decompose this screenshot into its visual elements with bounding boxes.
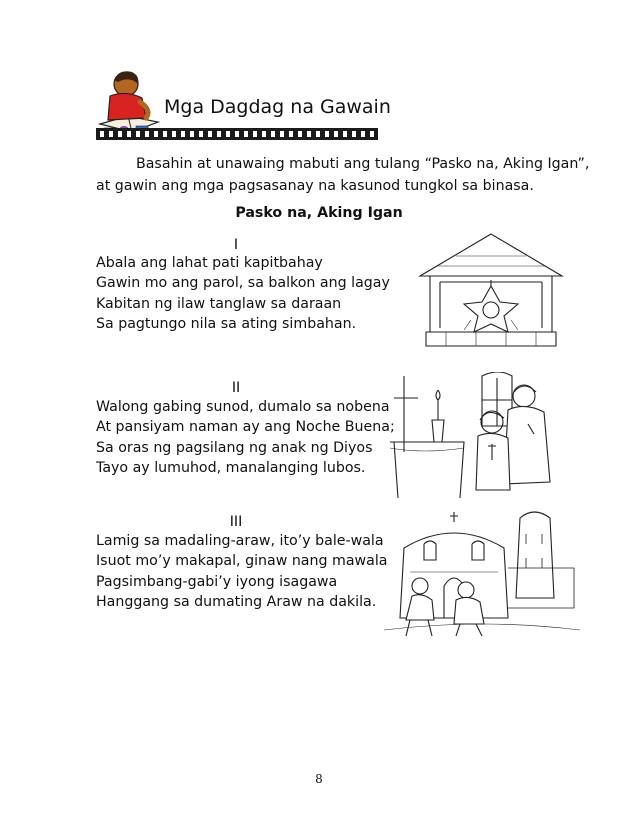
intro-line-2: at gawin ang mga pagsasanay na kasunod tungkol sa binasa.: [96, 178, 534, 194]
dash-segment: [217, 131, 221, 137]
dash-segment: [289, 131, 293, 137]
dash-segment: [262, 131, 266, 137]
dash-segment: [208, 131, 212, 137]
praying-children-icon: [384, 372, 580, 498]
section-title: Mga Dagdag na Gawain: [164, 96, 391, 118]
dash-segment: [109, 131, 113, 137]
dash-segment: [271, 131, 275, 137]
stanza-number: I: [233, 237, 239, 253]
stanza-number: II: [231, 380, 241, 396]
dash-segment: [181, 131, 185, 137]
dash-segment: [154, 131, 158, 137]
verse-line: Kabitan ng ilaw tanglaw sa daraan: [96, 295, 342, 312]
parol-house-icon: [416, 232, 566, 352]
dash-segment: [253, 131, 257, 137]
dash-segment: [307, 131, 311, 137]
stanza: [96, 397, 395, 479]
verse-line: Gawin mo ang parol, sa balkon ang lagay: [96, 275, 390, 292]
verse-line: Lamig sa madaling-araw, ito’y bale-wala: [96, 533, 384, 549]
decorative-dash-bar: [96, 128, 378, 140]
dash-segment: [136, 131, 140, 137]
verse-line: Sa pagtungo nila sa ating simbahan.: [96, 316, 357, 333]
verse-line: Isuot mo’y makapal, ginaw nang mawala: [96, 553, 388, 570]
dash-segment: [298, 131, 302, 137]
verse-line: Sa oras ng pagsilang ng anak ng Diyos: [96, 439, 373, 456]
dash-segment: [370, 131, 374, 137]
dash-segment: [100, 131, 104, 137]
dash-segment: [226, 131, 230, 137]
dash-segment: [172, 131, 176, 137]
dash-segment: [361, 131, 365, 137]
church-walkers-icon: [384, 508, 580, 638]
page-number: 8: [315, 772, 323, 786]
stanza: [96, 531, 387, 613]
dash-segment: [343, 131, 347, 137]
poem-title: Pasko na, Aking Igan: [235, 205, 403, 221]
dash-segment: [199, 131, 203, 137]
verse-line: At pansiyam naman ay ang Noche Buena;: [96, 419, 395, 436]
stanza: [96, 253, 390, 335]
stanza-number: III: [229, 514, 243, 530]
dash-segment: [352, 131, 356, 137]
dash-segment: [280, 131, 284, 137]
dash-segment: [316, 131, 320, 137]
verse-line: Hanggang sa dumating Araw na dakila.: [96, 594, 377, 611]
dash-segment: [334, 131, 338, 137]
dash-segment: [244, 131, 248, 137]
verse-line: Abala ang lahat pati kapitbahay: [96, 255, 323, 271]
dash-segment: [127, 131, 131, 137]
verse-line: Walong gabing sunod, dumalo sa nobena: [96, 399, 390, 415]
dash-segment: [163, 131, 167, 137]
dash-segment: [235, 131, 239, 137]
dash-segment: [145, 131, 149, 137]
intro-line-1: Basahin at unawaing mabuti ang tulang “Pasko na, Aking Igan”,: [136, 156, 590, 172]
dash-segment: [190, 131, 194, 137]
verse-line: Tayo ay lumuhod, manalanging lubos.: [96, 460, 366, 477]
dash-segment: [325, 131, 329, 137]
verse-line: Pagsimbang-gabi’y iyong isagawa: [96, 573, 338, 590]
dash-segment: [118, 131, 122, 137]
